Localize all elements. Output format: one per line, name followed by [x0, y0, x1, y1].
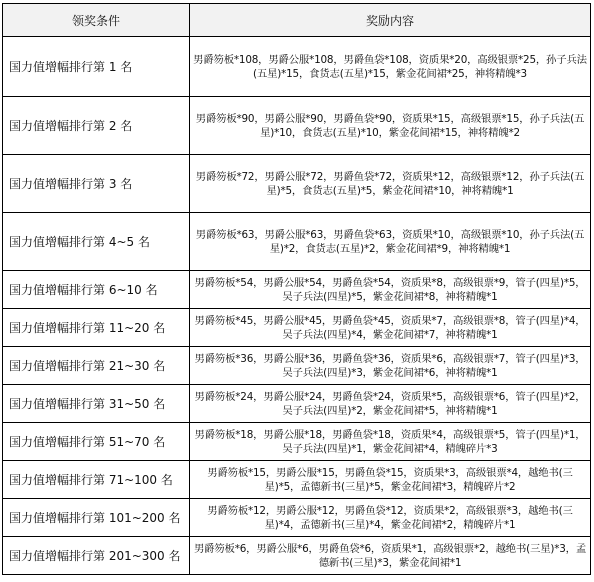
table-row — [3, 423, 591, 461]
rank-condition: 国力值增幅排行第 71~100 名 — [3, 461, 190, 499]
rank-condition: 国力值增幅排行第 1 名 — [3, 37, 190, 97]
reward-content: 男爵笏板*15，男爵公服*15，男爵鱼袋*15，资质果*3，高级银票*4，越绝书(三星)*5，孟德新书(三星)*5，紫金花间裙*3，精魄碎片*2 — [190, 461, 591, 499]
reward-content: 男爵笏板*12，男爵公服*12，男爵鱼袋*12，资质果*2，高级银票*3，越绝书(三星)*4，孟德新书(三星)*4，紫金花间裙*2，精魄碎片*1 — [190, 499, 591, 537]
rank-condition: 国力值增幅排行第 6~10 名 — [3, 271, 190, 309]
table-row — [3, 499, 591, 537]
rank-condition: 国力值增幅排行第 21~30 名 — [3, 347, 190, 385]
reward-content: 男爵笏板*72，男爵公服*72，男爵鱼袋*72，资质果*12，高级银票*12，孙子兵法(五星)*5，食货志(五星)*5，紫金花间裙*10，神将精魄*1 — [190, 155, 591, 213]
rank-condition: 国力值增幅排行第 4~5 名 — [3, 213, 190, 271]
rank-condition: 国力值增幅排行第 11~20 名 — [3, 309, 190, 347]
reward-content: 男爵笏板*6，男爵公服*6，男爵鱼袋*6，资质果*1，高级银票*2，越绝书(三星)*3，孟德新书(三星)*3，紫金花间裙*1 — [190, 537, 591, 575]
reward-content: 男爵笏板*36，男爵公服*36，男爵鱼袋*36，资质果*6，高级银票*7，管子(四星)*3，吴子兵法(四星)*3，紫金花间裙*6，神将精魄*1 — [190, 347, 591, 385]
table-row — [3, 537, 591, 575]
table-row — [3, 37, 591, 97]
reward-content: 男爵笏板*63，男爵公服*63，男爵鱼袋*63，资质果*10，高级银票*10，孙子兵法(五星)*2，食货志(五星)*2，紫金花间裙*9，神将精魄*1 — [190, 213, 591, 271]
reward-content: 男爵笏板*90，男爵公服*90，男爵鱼袋*90，资质果*15，高级银票*15，孙子兵法(五星)*10，食货志(五星)*10，紫金花间裙*15，神将精魄*2 — [190, 97, 591, 155]
rank-condition: 国力值增幅排行第 31~50 名 — [3, 385, 190, 423]
table-row — [3, 309, 591, 347]
header-row — [3, 4, 591, 37]
reward-table — [2, 3, 591, 575]
reward-content: 男爵笏板*108，男爵公服*108，男爵鱼袋*108，资质果*20，高级银票*25，孙子兵法(五星)*15，食货志(五星)*15，紫金花间裙*25，神将精魄*3 — [190, 37, 591, 97]
rank-condition: 国力值增幅排行第 3 名 — [3, 155, 190, 213]
reward-content: 男爵笏板*18，男爵公服*18，男爵鱼袋*18，资质果*4，高级银票*5，管子(四星)*1，吴子兵法(四星)*1，紫金花间裙*4，精魄碎片*3 — [190, 423, 591, 461]
rank-condition: 国力值增幅排行第 51~70 名 — [3, 423, 190, 461]
table-row — [3, 385, 591, 423]
table-row — [3, 461, 591, 499]
rank-condition: 国力值增幅排行第 101~200 名 — [3, 499, 190, 537]
table-row — [3, 155, 591, 213]
condition-header: 领奖条件 — [3, 4, 190, 37]
rank-condition: 国力值增幅排行第 201~300 名 — [3, 537, 190, 575]
rank-condition: 国力值增幅排行第 2 名 — [3, 97, 190, 155]
reward-content: 男爵笏板*45，男爵公服*45，男爵鱼袋*45，资质果*7，高级银票*8，管子(四星)*4，吴子兵法(四星)*4，紫金花间裙*7，神将精魄*1 — [190, 309, 591, 347]
table-row — [3, 213, 591, 271]
table-row — [3, 97, 591, 155]
reward-content: 男爵笏板*54，男爵公服*54，男爵鱼袋*54，资质果*8，高级银票*9，管子(四星)*5，吴子兵法(四星)*5，紫金花间裙*8，神将精魄*1 — [190, 271, 591, 309]
table-row — [3, 271, 591, 309]
reward-header: 奖励内容 — [190, 4, 591, 37]
table-row — [3, 347, 591, 385]
reward-content: 男爵笏板*24，男爵公服*24，男爵鱼袋*24，资质果*5，高级银票*6，管子(四星)*2，吴子兵法(四星)*2，紫金花间裙*5，神将精魄*1 — [190, 385, 591, 423]
